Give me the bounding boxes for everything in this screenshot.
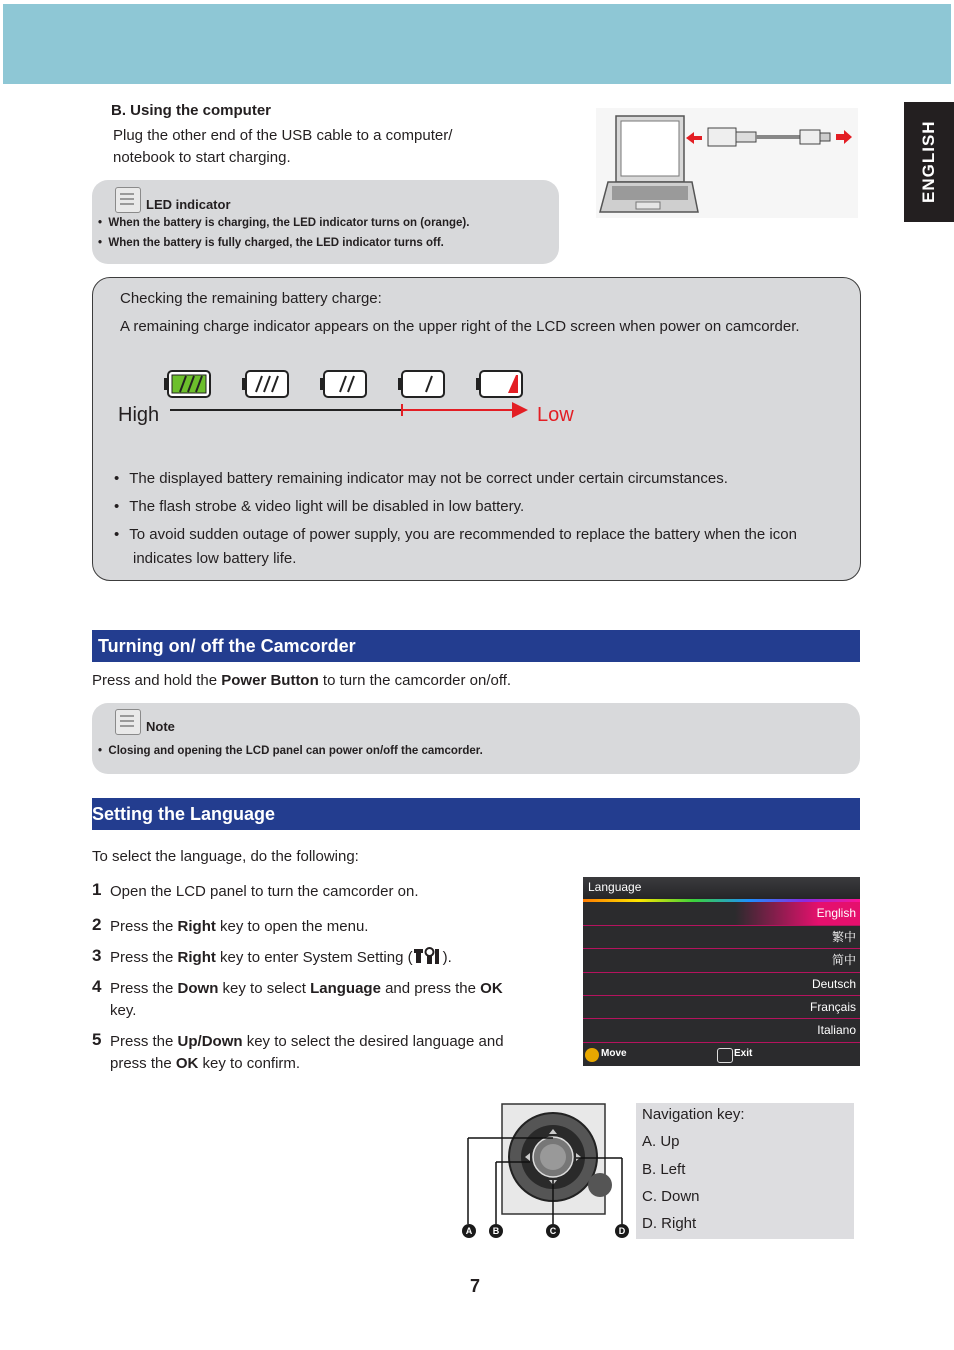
navigation-key-legend <box>636 1103 854 1239</box>
marker-a: A <box>462 1224 476 1238</box>
battery-low-icon <box>476 371 522 397</box>
nav-key-title: Navigation key: <box>642 1106 745 1123</box>
nav-key-item: D. Right <box>642 1215 697 1232</box>
language-intro: To select the language, do the following: <box>92 848 359 865</box>
led-note-item: • When the battery is fully charged, the LED indicator turns off. <box>98 237 444 249</box>
led-note-item: • When the battery is charging, the LED indicator turns on (orange). <box>98 217 470 229</box>
lcd-note <box>92 703 860 774</box>
navigation-dial-illustration <box>460 1100 630 1245</box>
marker-c: C <box>546 1224 560 1238</box>
menu-title: Language <box>588 880 642 894</box>
step-text: Press the Right key to open the menu. <box>110 918 369 935</box>
computer-section-text: Plug the other end of the USB cable to a computer/ notebook to start charging. <box>113 127 453 166</box>
note-item: • Closing and opening the LCD panel can power on/off the camcorder. <box>98 745 483 757</box>
menu-title-bar <box>583 877 860 899</box>
menu-footer <box>583 1042 860 1066</box>
step-number: 2 <box>92 915 102 934</box>
battery-level-scale <box>160 362 540 428</box>
battery-bullet-continuation: indicates low battery life. <box>133 550 297 567</box>
battery-quarter-icon <box>398 371 444 397</box>
page-number: 7 <box>470 1276 481 1296</box>
step-text: Press the Up/Down key to select the desired language and press the OK key to confirm. <box>110 1033 504 1072</box>
computer-section-title: B. Using the computer <box>111 102 272 119</box>
battery-bullet: • The displayed battery remaining indicator may not be correct under certain circumstances. <box>114 470 728 487</box>
move-label: Move <box>601 1048 627 1059</box>
high-label: High <box>118 404 160 426</box>
nav-key-item: B. Left <box>642 1161 686 1178</box>
battery-full-icon <box>164 371 210 397</box>
menu-item[interactable]: Italiano <box>583 1018 860 1041</box>
language-menu-screen <box>583 877 860 1065</box>
note-icon <box>115 709 141 735</box>
marker-d: D <box>615 1224 629 1238</box>
step-number: 1 <box>92 880 102 899</box>
battery-intro: Checking the remaining battery charge: <box>120 290 382 307</box>
section-heading-turning: Turning on/ off the Camcorder <box>92 630 860 662</box>
step-number: 4 <box>92 977 102 996</box>
menu-item[interactable]: 繁中 <box>583 925 860 948</box>
menu-item-selected[interactable]: English <box>583 902 860 925</box>
step-text: Open the LCD panel to turn the camcorder on. <box>110 883 419 900</box>
section-heading-language: Setting the Language <box>92 798 860 830</box>
battery-bullet: • The flash strobe & video light will be disabled in low battery. <box>114 498 525 515</box>
menu-item[interactable]: Deutsch <box>583 972 860 995</box>
note-icon <box>115 187 141 213</box>
system-setting-icon <box>413 947 443 965</box>
exit-icon <box>717 1048 733 1063</box>
marker-b: B <box>489 1224 503 1238</box>
exit-label: Exit <box>734 1048 753 1059</box>
header-band <box>3 4 951 84</box>
battery-bullet: • To avoid sudden outage of power supply, you are recommended to replace the battery when the icon <box>114 526 797 543</box>
turning-text: Press and hold the Power Button to turn the camcorder on/off. <box>92 672 512 689</box>
battery-three-quarter-icon <box>242 371 288 397</box>
step-text: Press the Right key to enter System Setting ( ). <box>110 949 452 966</box>
menu-item[interactable]: 简中 <box>583 948 860 971</box>
step-text: Press the Down key to select Language and press the OK key. <box>110 980 503 1019</box>
nav-key-item: A. Up <box>642 1133 680 1150</box>
language-side-tab: ENGLISH <box>904 102 954 222</box>
step-number: 5 <box>92 1030 102 1049</box>
move-icon <box>585 1048 599 1062</box>
nav-key-item: C. Down <box>642 1188 700 1205</box>
led-note-title: LED indicator <box>146 197 231 212</box>
menu-item[interactable]: Français <box>583 995 860 1018</box>
laptop-usb-illustration <box>596 108 858 218</box>
battery-half-icon <box>320 371 366 397</box>
battery-description: A remaining charge indicator appears on the upper right of the LCD screen when power on camcorder. <box>120 318 800 335</box>
low-label: Low <box>537 404 574 426</box>
note-title: Note <box>146 719 175 734</box>
step-number: 3 <box>92 946 102 965</box>
